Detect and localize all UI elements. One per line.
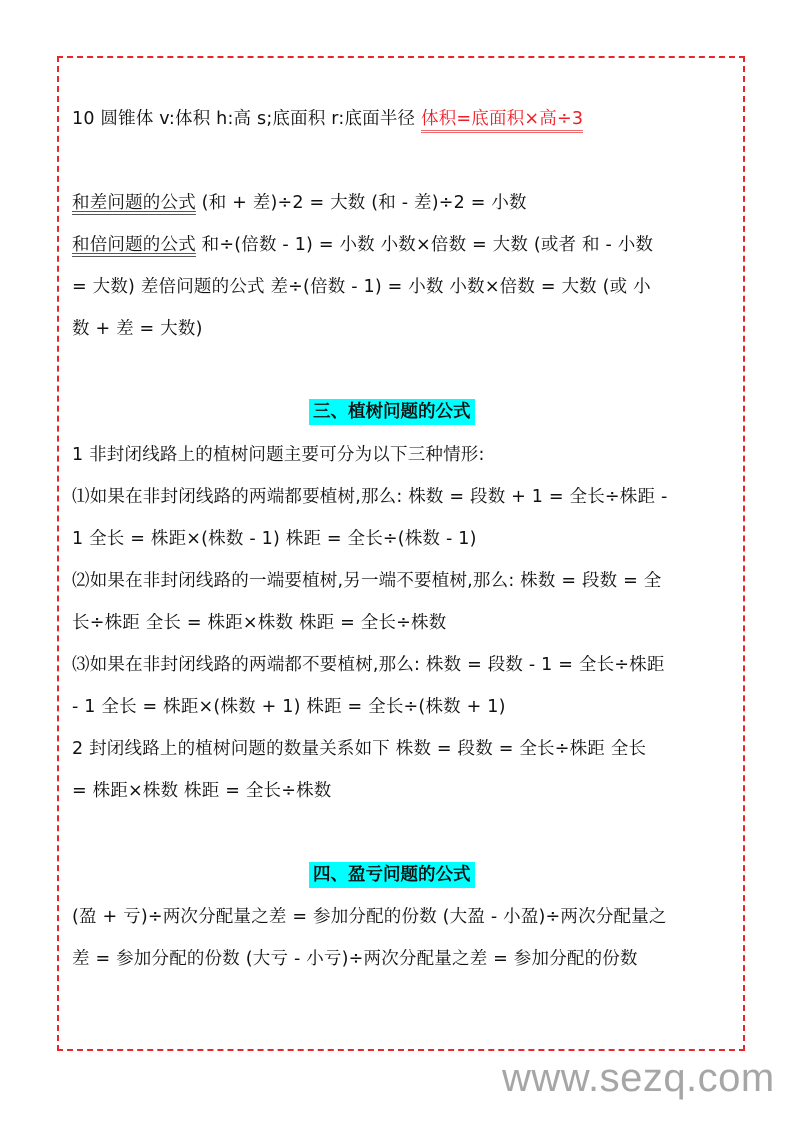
sum-difference-text: (和 + 差)÷2 = 大数 (和 - 差)÷2 = 小数 — [195, 193, 527, 213]
cone-volume-formula: 体积=底面积×高÷3 — [421, 109, 583, 133]
section-heading-tree-planting: 三、植树问题的公式 — [309, 399, 475, 425]
cone-formula-line — [72, 107, 583, 131]
tree-line: = 株距×株数 株距 = 全长÷株数 — [72, 781, 332, 801]
sum-multiple-text: 和÷(倍数 - 1) = 小数 小数×倍数 = 大数 (或者 和 - 小数 — [195, 235, 654, 255]
sum-multiple-line-1 — [72, 233, 653, 257]
tree-line: - 1 全长 = 株距×(株数 + 1) 株距 = 全长÷(株数 + 1) — [72, 697, 506, 717]
tree-line: 1 非封闭线路上的植树问题主要可分为以下三种情形: — [72, 445, 485, 465]
watermark-text: www.sezq.com — [502, 1056, 775, 1100]
sum-multiple-line-3: 数 + 差 = 大数) — [72, 319, 203, 339]
sum-multiple-line-2: = 大数) 差倍问题的公式 差÷(倍数 - 1) = 小数 小数×倍数 = 大数 (或 小 — [72, 277, 651, 297]
profit-loss-line: 差 = 参加分配的份数 (大亏 - 小亏)÷两次分配量之差 = 参加分配的份数 — [72, 949, 638, 969]
cone-definitions: 10 圆锥体 v:体积 h:高 s;底面积 r:底面半径 — [72, 109, 422, 129]
profit-loss-line: (盈 + 亏)÷两次分配量之差 = 参加分配的份数 (大盈 - 小盈)÷两次分配量之 — [72, 907, 667, 927]
tree-line: ⑵如果在非封闭线路的一端要植树,另一端不要植树,那么: 株数 = 段数 = 全 — [72, 571, 662, 591]
sum-difference-line — [72, 191, 527, 215]
tree-line: 2 封闭线路上的植树问题的数量关系如下 株数 = 段数 = 全长÷株距 全长 — [72, 739, 647, 759]
tree-line: ⑴如果在非封闭线路的两端都要植树,那么: 株数 = 段数 + 1 = 全长÷株距 - — [72, 487, 668, 507]
tree-line: ⑶如果在非封闭线路的两端都不要植树,那么: 株数 = 段数 - 1 = 全长÷株距 — [72, 655, 665, 675]
section-heading-profit-loss: 四、盈亏问题的公式 — [309, 862, 475, 888]
sum-multiple-label: 和倍问题的公式 — [72, 235, 196, 255]
tree-line: 长÷株距 全长 = 株距×株数 株距 = 全长÷株数 — [72, 613, 447, 633]
tree-line: 1 全长 = 株距×(株数 - 1) 株距 = 全长÷(株数 - 1) — [72, 529, 477, 549]
sum-difference-label: 和差问题的公式 — [72, 193, 196, 213]
